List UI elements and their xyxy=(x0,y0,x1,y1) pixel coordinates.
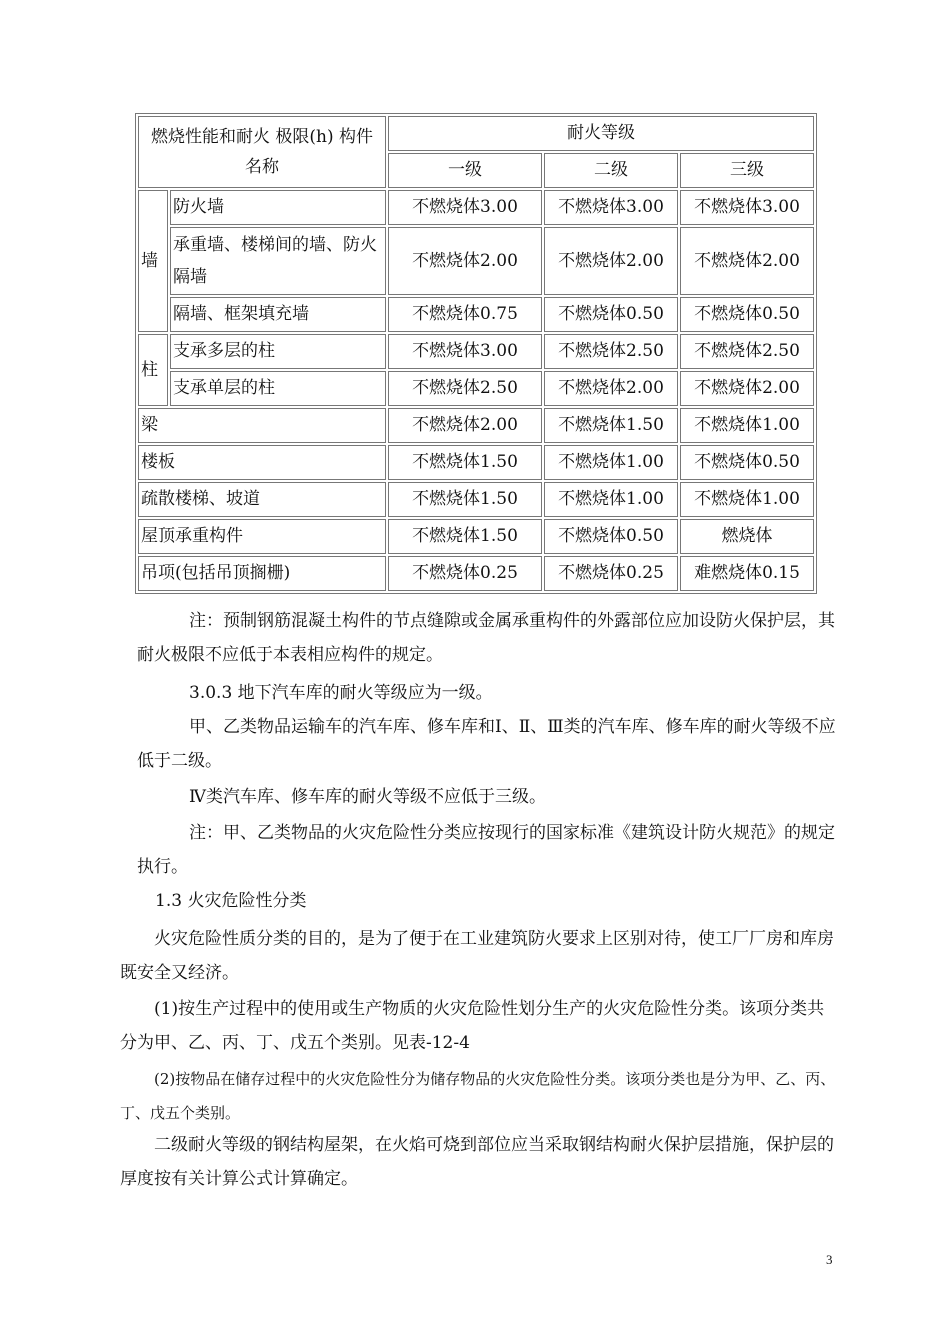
cell-grade-2: 不燃烧体2.00 xyxy=(544,371,678,406)
table-row xyxy=(138,482,814,517)
table-row xyxy=(138,556,814,591)
cell-grade-2: 不燃烧体0.25 xyxy=(544,556,678,591)
paragraph-steel-roof: 二级耐火等级的钢结构屋架，在火焰可烧到部位应当采取钢结构耐火保护层措施，保护层的厚度按有关计算公式计算确定。 xyxy=(120,1135,834,1189)
cell-grade-3: 不燃烧体2.00 xyxy=(680,227,814,295)
cell-grade-3: 不燃烧体2.00 xyxy=(680,371,814,406)
table-row xyxy=(138,371,814,406)
section-heading-1-3: 1.3 火灾危险性分类 xyxy=(155,891,307,911)
row-name: 梁 xyxy=(138,408,386,443)
paragraph-class-iv: Ⅳ类汽车库、修车库的耐火等级不应低于三级。 xyxy=(189,787,546,807)
cell-grade-1: 不燃烧体0.75 xyxy=(388,297,542,332)
cell-grade-2: 不燃烧体1.00 xyxy=(544,482,678,517)
grade-1-label: 一级 xyxy=(388,153,542,188)
fire-resistance-table xyxy=(135,113,817,594)
cell-grade-1: 不燃烧体2.50 xyxy=(388,371,542,406)
row-name: 吊项(包括吊顶搁栅) xyxy=(138,556,386,591)
cell-grade-2: 不燃烧体2.50 xyxy=(544,334,678,369)
table-row xyxy=(138,334,814,369)
cell-grade-1: 不燃烧体0.25 xyxy=(388,556,542,591)
cell-grade-1: 不燃烧体1.50 xyxy=(388,482,542,517)
table-row xyxy=(138,408,814,443)
paragraph-item-1: (1)按生产过程中的使用或生产物质的火灾危险性划分生产的火灾危险性分类。该项分类共分为甲、乙、丙、丁、戊五个类别。见表-12-4 xyxy=(120,999,825,1053)
cell-grade-2: 不燃烧体1.50 xyxy=(544,408,678,443)
cell-grade-3: 不燃烧体3.00 xyxy=(680,190,814,225)
cell-grade-3: 不燃烧体0.50 xyxy=(680,445,814,480)
table-header-row xyxy=(138,116,814,151)
row-name: 支承多层的柱 xyxy=(170,334,386,369)
paragraph-class-jia-yi: 甲、乙类物品运输车的汽车库、修车库和Ⅰ、Ⅱ、Ⅲ类的汽车库、修车库的耐火等级不应低于二级。 xyxy=(137,717,836,771)
clause-3-0-3: 3.0.3 地下汽车库的耐火等级应为一级。 xyxy=(189,683,493,703)
row-name: 疏散楼梯、坡道 xyxy=(138,482,386,517)
classification-note: 注：甲、乙类物品的火灾危险性分类应按现行的国家标准《建筑设计防火规范》的规定执行。 xyxy=(137,823,835,877)
table-row xyxy=(138,519,814,554)
cell-grade-1: 不燃烧体1.50 xyxy=(388,445,542,480)
cell-grade-2: 不燃烧体3.00 xyxy=(544,190,678,225)
row-name: 防火墙 xyxy=(170,190,386,225)
grade-2-label: 二级 xyxy=(544,153,678,188)
cell-grade-1: 不燃烧体1.50 xyxy=(388,519,542,554)
table-row xyxy=(138,445,814,480)
row-name: 隔墙、框架填充墙 xyxy=(170,297,386,332)
header-fire-rating: 耐火等级 xyxy=(388,116,814,151)
cell-grade-1: 不燃烧体2.00 xyxy=(388,408,542,443)
cell-grade-3: 不燃烧体0.50 xyxy=(680,297,814,332)
cell-grade-1: 不燃烧体3.00 xyxy=(388,334,542,369)
table-row xyxy=(138,190,814,225)
cell-grade-2: 不燃烧体2.00 xyxy=(544,227,678,295)
header-component-name: 燃烧性能和耐火 极限(h) 构件名称 xyxy=(138,116,386,188)
cell-grade-3: 不燃烧体2.50 xyxy=(680,334,814,369)
paragraph-purpose: 火灾危险性质分类的目的，是为了便于在工业建筑防火要求上区别对待，使工厂厂房和库房既安全又经济。 xyxy=(120,929,834,983)
row-name: 屋顶承重构件 xyxy=(138,519,386,554)
paragraph-item-2: (2)按物品在储存过程中的火灾危险性分为储存物品的火灾危险性分类。该项分类也是分为甲、乙、丙、丁、戊五个类别。 xyxy=(120,1070,836,1122)
row-name: 楼板 xyxy=(138,445,386,480)
grade-3-label: 三级 xyxy=(680,153,814,188)
cell-grade-1: 不燃烧体3.00 xyxy=(388,190,542,225)
cell-grade-3: 不燃烧体1.00 xyxy=(680,408,814,443)
cell-grade-2: 不燃烧体0.50 xyxy=(544,297,678,332)
wall-group-label: 墙 xyxy=(138,190,168,332)
cell-grade-1: 不燃烧体2.00 xyxy=(388,227,542,295)
cell-grade-3: 难燃烧体0.15 xyxy=(680,556,814,591)
table-note: 注：预制钢筋混凝土构件的节点缝隙或金属承重构件的外露部位应加设防火保护层，其耐火极限不应低于本表相应构件的规定。 xyxy=(137,611,835,665)
cell-grade-2: 不燃烧体0.50 xyxy=(544,519,678,554)
page-number: 3 xyxy=(826,1252,833,1267)
row-name: 支承单层的柱 xyxy=(170,371,386,406)
cell-grade-3: 不燃烧体1.00 xyxy=(680,482,814,517)
cell-grade-2: 不燃烧体1.00 xyxy=(544,445,678,480)
column-group-label: 柱 xyxy=(138,334,168,406)
table-row xyxy=(138,227,814,295)
table-row xyxy=(138,297,814,332)
cell-grade-3: 燃烧体 xyxy=(680,519,814,554)
row-name: 承重墙、楼梯间的墙、防火隔墙 xyxy=(170,227,386,295)
